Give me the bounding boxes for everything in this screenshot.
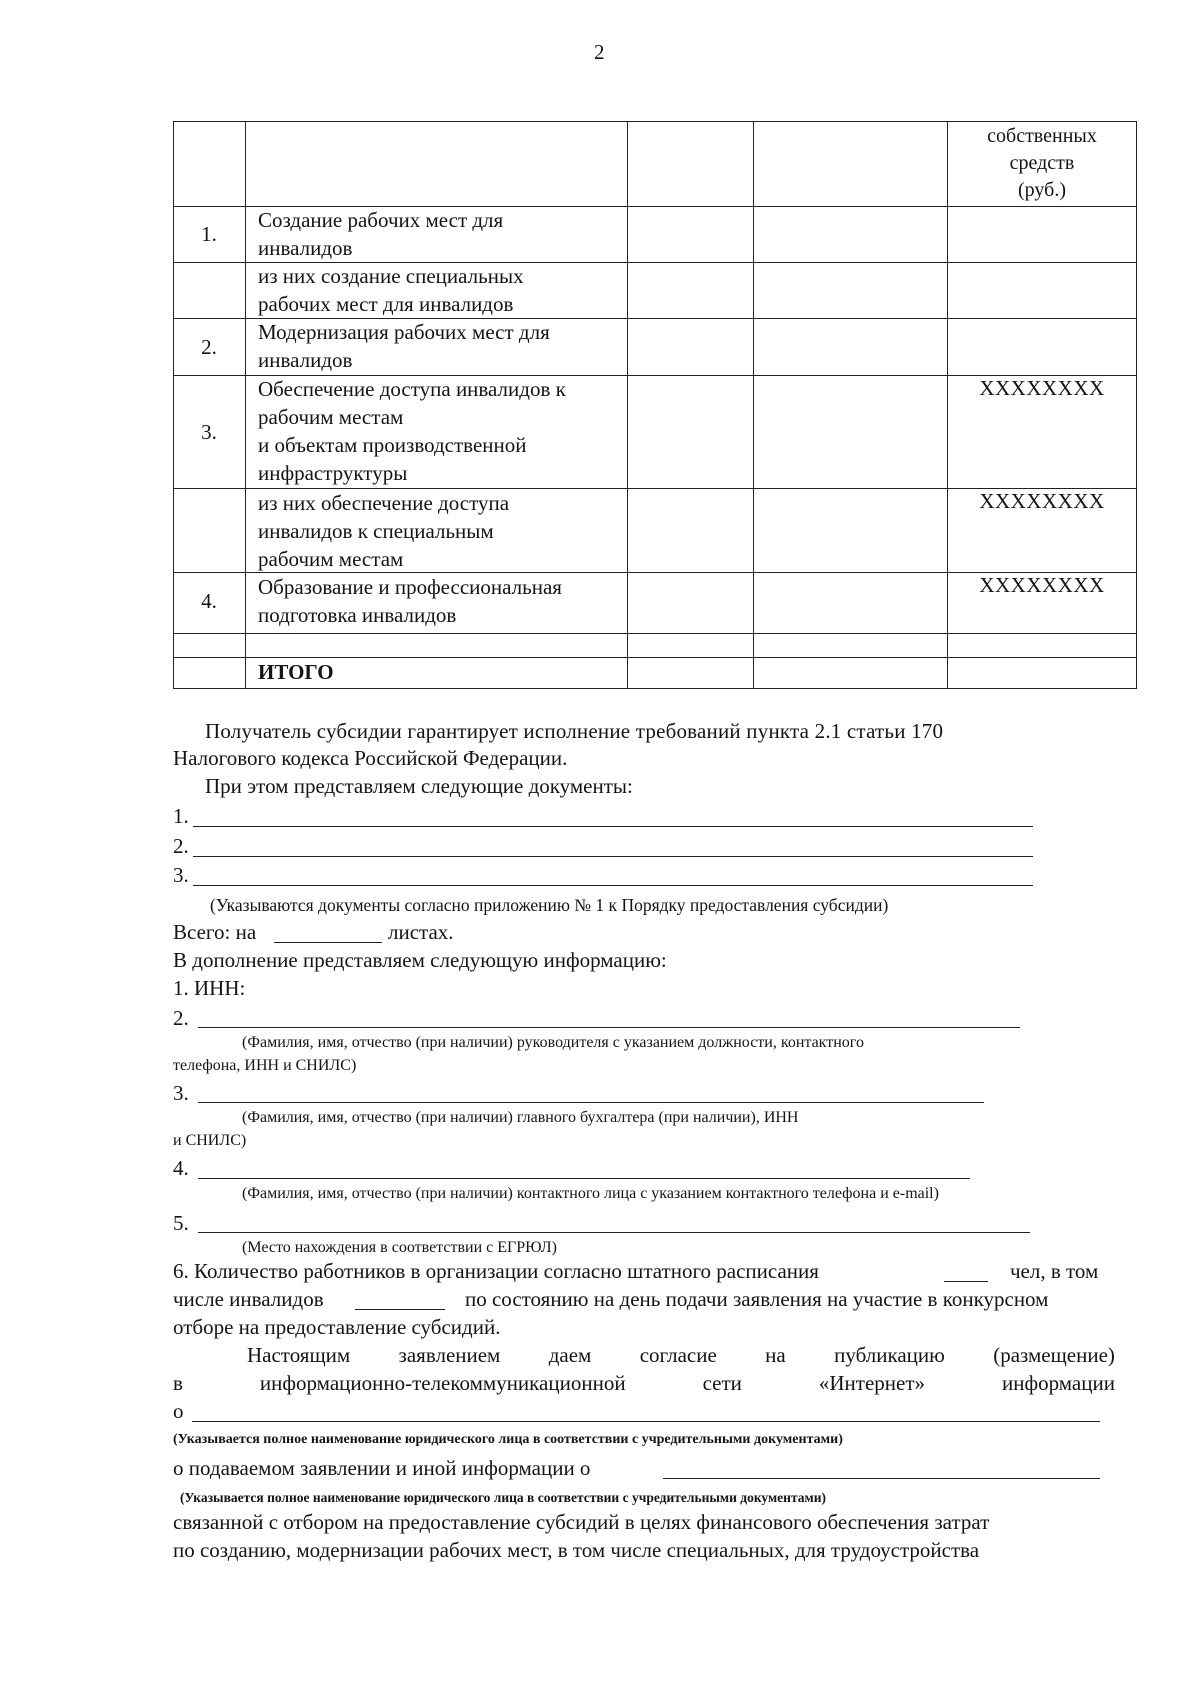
additional-info-intro: В дополнение представляем следующую информацию: xyxy=(173,948,667,972)
documents-note: (Указываются документы согласно приложению № 1 к Порядку предоставления субсидии) xyxy=(210,895,889,915)
row-number: 4. xyxy=(201,589,217,613)
total-sheets-label: Всего: на xyxy=(173,920,257,944)
total-sheets-field[interactable] xyxy=(274,942,382,943)
cost-table xyxy=(173,121,1137,689)
staff-count-text-2b: по состоянию на день подачи заявления на участие в конкурсном xyxy=(465,1287,1049,1311)
row-label-line: подготовка инвалидов xyxy=(258,603,457,627)
consent-word: информационно-телекоммуникационной xyxy=(259,1371,626,1395)
doc-item-3: 3. xyxy=(173,863,189,887)
excluded-mark: XXXXXXXX xyxy=(979,489,1105,513)
doc-item-1: 1. xyxy=(173,804,189,828)
row-label xyxy=(258,573,562,629)
consent-word: заявлением xyxy=(398,1343,501,1367)
total-label: ИТОГО xyxy=(258,660,334,684)
consent-word: «Интернет» xyxy=(818,1371,926,1395)
row-label-line: инвалидов к специальным xyxy=(258,519,494,543)
staff-count-text-1: 6. Количество работников в организации согласно штатного расписания xyxy=(173,1259,819,1283)
header-line: (руб.) xyxy=(1018,179,1066,201)
header-line: собственных xyxy=(987,125,1097,147)
row-label xyxy=(258,375,566,487)
row-label-line: Образование и профессиональная xyxy=(258,575,562,599)
staff-count-text-3: отборе на предоставление субсидий. xyxy=(173,1315,501,1339)
staff-count-text-1b: чел, в том xyxy=(1010,1259,1099,1283)
consent-word: согласие xyxy=(639,1343,717,1367)
row-label-line: Создание рабочих мест для xyxy=(258,208,504,232)
org-name-note-1: (Указывается полное наименование юридического лица в соответствии с учредительными документами) xyxy=(173,1432,843,1447)
doc-item-2: 2. xyxy=(173,834,189,858)
row-label-line: из них создание специальных xyxy=(258,264,524,288)
consent-word: на xyxy=(765,1343,786,1367)
row-label xyxy=(258,206,503,262)
excluded-mark: XXXXXXXX xyxy=(979,376,1105,400)
consent-word: информации xyxy=(1002,1371,1115,1395)
org-name-field-2[interactable] xyxy=(663,1478,1100,1479)
closing-line-1: связанной с отбором на предоставление субсидий в целях финансового обеспечения затрат xyxy=(173,1510,990,1534)
guarantee-text-line1: Получатель субсидии гарантирует исполнение требований пункта 2.1 статьи 170 xyxy=(205,719,944,743)
staff-count-field[interactable] xyxy=(944,1281,988,1282)
row-label-line: и объектам производственной xyxy=(258,433,527,457)
row-label-line: инвалидов xyxy=(258,236,353,260)
row-label-line: инвалидов xyxy=(258,348,353,372)
accountant-info-note-1: (Фамилия, имя, отчество (при наличии) главного бухгалтера (при наличии), ИНН xyxy=(242,1109,799,1126)
row-label-line: инфраструктуры xyxy=(258,461,408,485)
row-label-line: Обеспечение доступа инвалидов к xyxy=(258,377,566,401)
row-number: 3. xyxy=(201,420,217,444)
consent-line-1 xyxy=(247,1343,1115,1367)
excluded-mark: XXXXXXXX xyxy=(979,573,1105,597)
contact-info-field[interactable] xyxy=(198,1178,970,1179)
row-number: 1. xyxy=(201,222,217,246)
consent-word: сети xyxy=(702,1371,742,1395)
info-item-2: 2. xyxy=(173,1006,189,1030)
info-item-4: 4. xyxy=(173,1156,189,1180)
page-number: 2 xyxy=(594,40,605,64)
org-name-prefix: о xyxy=(173,1399,184,1423)
consent-word: (размещение) xyxy=(993,1343,1115,1367)
disabled-count-field[interactable] xyxy=(355,1309,445,1310)
doc-item-2-field[interactable] xyxy=(193,856,1033,857)
row-label xyxy=(258,318,550,374)
header-own-funds xyxy=(947,123,1137,204)
staff-count-text-2: числе инвалидов xyxy=(173,1287,324,1311)
row-label-line: рабочим местам xyxy=(258,547,404,571)
row-label-line: из них обеспечение доступа xyxy=(258,491,510,515)
info-item-3: 3. xyxy=(173,1081,189,1105)
consent-word: Настоящим xyxy=(247,1343,351,1367)
info-inn: 1. ИНН: xyxy=(173,976,246,1000)
doc-item-3-field[interactable] xyxy=(193,885,1033,886)
head-info-note-2: телефона, ИНН и СНИЛС) xyxy=(173,1057,357,1074)
filed-application-text: о подаваемом заявлении и иной информации о xyxy=(173,1456,591,1480)
org-name-field[interactable] xyxy=(192,1421,1100,1422)
contact-info-note: (Фамилия, имя, отчество (при наличии) контактного лица с указанием контактного телефона и e-mail) xyxy=(242,1185,939,1202)
header-line: средств xyxy=(1009,152,1075,174)
org-name-note-2: (Указывается полное наименование юридического лица в соответствии с учредительными документами) xyxy=(180,1490,826,1505)
doc-item-1-field[interactable] xyxy=(193,826,1033,827)
consent-word: публикацию xyxy=(834,1343,945,1367)
row-number: 2. xyxy=(201,335,217,359)
row-label-line: рабочих мест для инвалидов xyxy=(258,292,514,316)
documents-intro: При этом представляем следующие документы: xyxy=(205,774,633,798)
closing-line-2: по созданию, модернизации рабочих мест, в том числе специальных, для трудоустройства xyxy=(173,1538,980,1562)
head-info-note-1: (Фамилия, имя, отчество (при наличии) руководителя с указанием должности, контактного xyxy=(242,1034,864,1051)
total-sheets-suffix: листах. xyxy=(388,920,454,944)
location-field[interactable] xyxy=(198,1232,1030,1233)
row-label-line: Модернизация рабочих мест для xyxy=(258,320,550,344)
consent-line-2 xyxy=(173,1371,1115,1395)
row-label xyxy=(258,262,524,318)
consent-word: в xyxy=(173,1371,183,1395)
accountant-info-note-2: и СНИЛС) xyxy=(173,1132,247,1149)
consent-word: даем xyxy=(548,1343,592,1367)
location-note: (Место нахождения в соответствии с ЕГРЮЛ) xyxy=(242,1239,557,1256)
guarantee-text-line2: Налогового кодекса Российской Федерации. xyxy=(173,746,568,770)
info-item-5: 5. xyxy=(173,1211,189,1235)
row-label xyxy=(258,489,509,573)
accountant-info-field[interactable] xyxy=(198,1102,984,1103)
row-label-line: рабочим местам xyxy=(258,405,404,429)
head-info-field[interactable] xyxy=(198,1027,1020,1028)
